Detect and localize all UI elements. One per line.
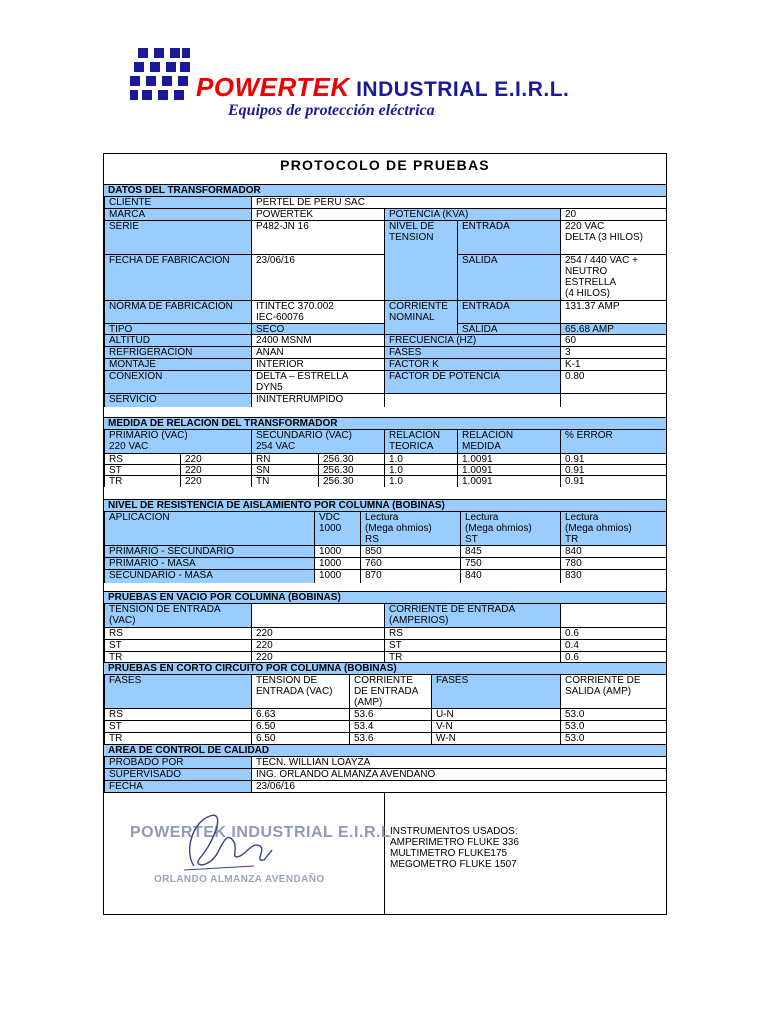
short-circuit-phase: TR <box>104 732 251 744</box>
ratio-measured: 1.0091 <box>457 475 560 487</box>
stamp-company: POWERTEK INDUSTRIAL E.I.R.L <box>130 824 392 841</box>
value-supervised: ING. ORLANDO ALMANZA AVENDANO <box>251 768 666 780</box>
no-load-phase-current: RS <box>384 627 560 639</box>
value-manufacture-date: 23/06/16 <box>251 254 384 300</box>
label-rated-current: CORRIENTE NOMINAL <box>384 300 457 334</box>
no-load-phase: RS <box>104 627 251 639</box>
empty-cell <box>560 393 666 407</box>
label-altitude: ALTITUD <box>104 334 251 346</box>
insulation-tr: 830 <box>560 569 666 583</box>
ratio-measured: 1.0091 <box>457 464 560 475</box>
header-primary: PRIMARIO (VAC) 220 VAC <box>104 429 251 453</box>
header-phases-out: FASES <box>431 674 560 708</box>
short-circuit-current: 53.6 <box>349 732 431 744</box>
label-type: TIPO <box>104 323 251 334</box>
form-title: PROTOCOLO DE PRUEBAS <box>280 157 490 173</box>
header-output-current: CORRIENTE DE SALIDA (AMP) <box>560 674 666 708</box>
company-slogan: Equipos de protección eléctrica <box>228 102 435 119</box>
label-tested-by: PROBADO POR <box>104 756 251 768</box>
label-power-factor: FACTOR DE POTENCIA <box>384 370 560 393</box>
header-vdc: VDC 1000 <box>314 511 360 545</box>
ratio-theoretical: 1.0 <box>384 475 457 487</box>
value-k-factor: K-1 <box>560 358 666 370</box>
insulation-rs: 760 <box>360 557 460 569</box>
header-sc-input-voltage: TENSION DE ENTRADA (VAC) <box>251 674 349 708</box>
no-load-phase: TR <box>104 651 251 662</box>
test-protocol-form <box>103 153 667 915</box>
header-measured-ratio: RELACION MEDIDA <box>457 429 560 453</box>
powertek-logo-icon <box>130 44 192 106</box>
company-name: POWERTEK INDUSTRIAL E.I.R.L. <box>196 72 570 102</box>
header-theoretical-ratio: RELACION TEORICA <box>384 429 457 453</box>
no-load-phase-current: TR <box>384 651 560 662</box>
short-circuit-output: 53.0 <box>560 708 666 720</box>
insulation-rs: 850 <box>360 545 460 557</box>
ratio-secondary-phase: RN <box>251 453 318 464</box>
value-mounting: INTERIOR <box>251 358 384 370</box>
header-secondary: SECUNDARIO (VAC) 254 VAC <box>251 429 384 453</box>
empty-cell <box>384 393 560 407</box>
insulation-st: 845 <box>460 545 560 557</box>
label-current-input: ENTRADA <box>457 300 560 323</box>
value-current-output: 65.68 AMP <box>560 323 666 334</box>
header-application: APLICACION <box>104 511 314 545</box>
company-suffix: INDUSTRIAL E.I.R.L. <box>349 78 570 101</box>
section-quality-control: AREA DE CONTROL DE CALIDAD <box>104 744 666 756</box>
value-current-input: 131.37 AMP <box>560 300 666 323</box>
value-type: SECO <box>251 323 384 334</box>
value-altitude: 2400 MSNM <box>251 334 384 346</box>
header-reading-rs: Lectura (Mega ohmios) RS <box>360 511 460 545</box>
label-connection: CONEXION <box>104 370 251 393</box>
short-circuit-voltage: 6.63 <box>251 708 349 720</box>
header-reading-tr: Lectura (Mega ohmios) TR <box>560 511 666 545</box>
insulation-tr: 840 <box>560 545 666 557</box>
ratio-secondary-value: 256.30 <box>318 453 384 464</box>
short-circuit-phase-out: W-N <box>431 732 560 744</box>
label-output: SALIDA <box>457 254 560 300</box>
label-input: ENTRADA <box>457 220 560 254</box>
label-frequency: FRECUENCIA (HZ) <box>384 334 560 346</box>
ratio-secondary-phase: TN <box>251 475 318 487</box>
insulation-application: PRIMARIO - MASA <box>104 557 314 569</box>
section-no-load-test: PRUEBAS EN VACIO POR COLUMNA (BOBINAS) <box>104 591 666 603</box>
insulation-vdc: 1000 <box>314 545 360 557</box>
label-brand: MARCA <box>104 208 251 220</box>
section-insulation-resistance: NIVEL DE RESISTENCIA DE AISLAMIENTO POR COLUMNA (BOBINAS) <box>104 499 666 511</box>
no-load-current: 0.6 <box>560 651 666 662</box>
no-load-voltage: 220 <box>251 639 384 651</box>
section-transformer-data: DATOS DEL TRANSFORMADOR <box>104 184 666 196</box>
short-circuit-output: 53.0 <box>560 732 666 744</box>
section-short-circuit-test: PRUEBAS EN CORTO CIRCUITO POR COLUMNA (BOBINAS) <box>104 662 666 674</box>
insulation-st: 750 <box>460 557 560 569</box>
empty-cell <box>251 603 384 627</box>
ratio-primary-phase: ST <box>104 464 180 475</box>
insulation-application: PRIMARIO - SECUNDARIO <box>104 545 314 557</box>
instruments-used: INSTRUMENTOS USADOS: AMPERIMETRO FLUKE 336 MULTIMETRO FLUKE175 MEGOMETRO FLUKE 1507 <box>390 826 519 870</box>
short-circuit-phase: RS <box>104 708 251 720</box>
insulation-vdc: 1000 <box>314 557 360 569</box>
ratio-secondary-phase: SN <box>251 464 318 475</box>
value-service: ININTERRUMPIDO <box>251 393 384 407</box>
value-standard: ITINTEC 370.002 IEC-60076 <box>251 300 384 323</box>
label-serial: SERIE <box>104 220 251 254</box>
ratio-error: 0.91 <box>560 453 666 464</box>
value-serial: P482-JN 16 <box>251 220 384 254</box>
ratio-secondary-value: 256.30 <box>318 464 384 475</box>
header-sc-input-current: CORRIENTE DE ENTRADA (AMP) <box>349 674 431 708</box>
header-error: % ERROR <box>560 429 666 453</box>
value-cooling: ANAN <box>251 346 384 358</box>
label-standard: NORMA DE FABRICACION <box>104 300 251 323</box>
ratio-primary-phase: RS <box>104 453 180 464</box>
label-voltage-level: NIVEL DE TENSION <box>384 220 457 300</box>
header-phases: FASES <box>104 674 251 708</box>
value-tested-by: TECN. WILLIAN LOAYZA <box>251 756 666 768</box>
ratio-secondary-value: 256.30 <box>318 475 384 487</box>
handwritten-signature-icon <box>114 802 376 894</box>
value-client: PERTEL DE PERU SAC <box>251 196 666 208</box>
insulation-vdc: 1000 <box>314 569 360 583</box>
no-load-phase-current: ST <box>384 639 560 651</box>
label-supervised: SUPERVISADO <box>104 768 251 780</box>
label-mounting: MONTAJE <box>104 358 251 370</box>
short-circuit-current: 53.4 <box>349 720 431 732</box>
short-circuit-voltage: 6.50 <box>251 720 349 732</box>
insulation-st: 840 <box>460 569 560 583</box>
label-client: CLIENTE <box>104 196 251 208</box>
ratio-measured: 1.0091 <box>457 453 560 464</box>
value-phases: 3 <box>560 346 666 358</box>
value-input-voltage: 220 VAC DELTA (3 HILOS) <box>560 220 666 254</box>
ratio-primary-value: 220 <box>180 464 251 475</box>
label-service: SERVICIO <box>104 393 251 407</box>
stamp-name: ORLANDO ALMANZA AVENDAÑO <box>154 874 325 885</box>
insulation-application: SECUNDARIO - MASA <box>104 569 314 583</box>
ratio-error: 0.91 <box>560 475 666 487</box>
label-manufacture-date: FECHA DE FABRICACION <box>104 254 251 300</box>
short-circuit-phase-out: V-N <box>431 720 560 732</box>
ratio-theoretical: 1.0 <box>384 453 457 464</box>
header-input-voltage: TENSION DE ENTRADA (VAC) <box>104 603 251 627</box>
insulation-tr: 780 <box>560 557 666 569</box>
empty-cell <box>560 603 666 627</box>
ratio-primary-value: 220 <box>180 475 251 487</box>
no-load-voltage: 220 <box>251 627 384 639</box>
ratio-primary-value: 220 <box>180 453 251 464</box>
label-date: FECHA <box>104 780 251 792</box>
label-cooling: REFRIGERACION <box>104 346 251 358</box>
value-power: 20 <box>560 208 666 220</box>
label-phases: FASES <box>384 346 560 358</box>
label-current-output: SALIDA <box>457 323 560 334</box>
value-frequency: 60 <box>560 334 666 346</box>
signature-stamp <box>114 802 392 894</box>
ratio-theoretical: 1.0 <box>384 464 457 475</box>
value-connection: DELTA – ESTRELLA DYN5 <box>251 370 384 393</box>
short-circuit-output: 53.0 <box>560 720 666 732</box>
no-load-voltage: 220 <box>251 651 384 662</box>
section-ratio-measurement: MEDIDA DE RELACION DEL TRANSFORMADOR <box>104 417 666 429</box>
label-power: POTENCIA (KVA) <box>384 208 560 220</box>
no-load-phase: ST <box>104 639 251 651</box>
ratio-error: 0.91 <box>560 464 666 475</box>
label-k-factor: FACTOR K <box>384 358 560 370</box>
header-reading-st: Lectura (Mega ohmios) ST <box>460 511 560 545</box>
ratio-primary-phase: TR <box>104 475 180 487</box>
insulation-rs: 870 <box>360 569 460 583</box>
short-circuit-phase: ST <box>104 720 251 732</box>
header-input-current: CORRIENTE DE ENTRADA (AMPERIOS) <box>384 603 560 627</box>
short-circuit-current: 53.6 <box>349 708 431 720</box>
value-brand: POWERTEK <box>251 208 384 220</box>
short-circuit-phase-out: U-N <box>431 708 560 720</box>
value-output-voltage: 254 / 440 VAC + NEUTRO ESTRELLA (4 HILOS) <box>560 254 666 300</box>
short-circuit-voltage: 6.50 <box>251 732 349 744</box>
no-load-current: 0.6 <box>560 627 666 639</box>
no-load-current: 0.4 <box>560 639 666 651</box>
value-date: 23/06/16 <box>251 780 666 792</box>
value-power-factor: 0.80 <box>560 370 666 393</box>
